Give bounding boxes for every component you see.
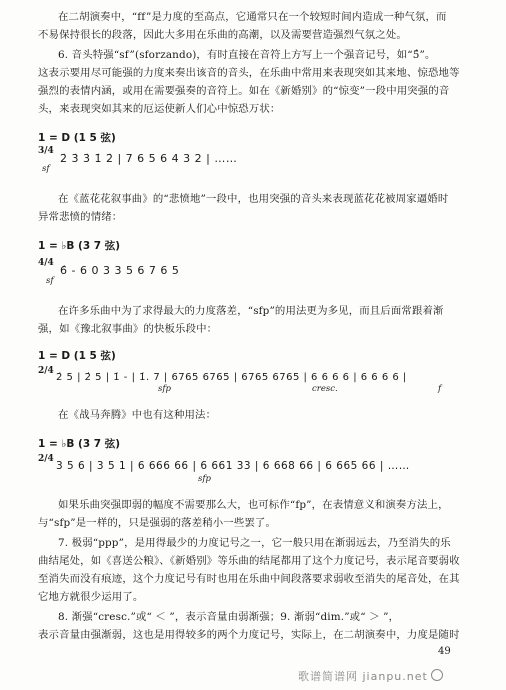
example3-time: 2/4 — [38, 366, 54, 376]
example2-time: 4/4 — [38, 258, 54, 268]
example4-dynamic: sfp — [198, 474, 211, 484]
paragraph-sfp-line2: 强，如《豫北叙事曲》的快板乐段中： — [38, 323, 218, 335]
paragraph-fp-line2: 与“sfp”是一样的，只是强弱的落差稍小一些罢了。 — [38, 517, 277, 529]
example2-score — [38, 260, 478, 286]
example3-score — [38, 368, 478, 394]
paragraph-zhanma: 在《战马奔腾》中也有这种用法： — [58, 409, 217, 421]
paragraph-sf-line3: 强烈的表情内涵，或用在需要强奏的音符上。如在《新婚别》的“惊变”一段中用突强的音 — [38, 85, 450, 97]
paragraph-sf-line1: 6. 音头特强“sf”(sforzando)，有时直接在音符上方写上一个强音记号，如“5̂”。 — [58, 49, 436, 61]
paragraph-ff-line1: 在二胡演奏中，“ff”是力度的至高点，它通常只在一个较短时间内造成一种气氛，而 — [58, 11, 447, 23]
paragraph-cresc-line1: 8. 渐强“cresc.”或“ ＜ ”，表示音量由弱渐强；9. 渐弱“dim.”或“ ＞ ”， — [58, 611, 400, 623]
paragraph-ppp-line4: 它地方就很少运用了。 — [38, 591, 144, 603]
paragraph-sfp-line1: 在许多乐曲中为了求得最大的力度落差，“sfp”的用法更为多见，而且后面常跟着渐 — [58, 305, 444, 317]
paragraph-lanhuahua-line1: 在《蓝花花叙事曲》的“悲愤地”一段中，也用突强的音头来表现蓝花花被周家逼婚时 — [58, 193, 449, 205]
example1-notes: 2̇ 3̇ 3̇ 1̇ 2̇ | 7 6 5 6 4 3 2 | …… — [60, 152, 238, 165]
example1-time: 3/4 — [38, 146, 54, 156]
example2-dynamic: sf — [46, 276, 54, 286]
watermark-logo-icon — [431, 669, 443, 681]
site-watermark — [298, 668, 443, 684]
paragraph-sf-line2: 这表示要用尽可能强的力度来奏出该音的音头，在乐曲中常用来表现突如其来地、惊恐地等 — [38, 67, 460, 79]
paragraph-sf-line4: 头，来表现突如其来的厄运使新人们心中惊恐万状： — [38, 103, 281, 115]
watermark-text: 歌谱简谱网 jianpu.net — [298, 670, 428, 683]
example3-dynamic-cresc: cresc. — [312, 384, 338, 394]
paragraph-ppp-line2: 曲结尾处，如《喜送公粮》、《新婚别》等乐曲的结尾都用了这个力度记号，表示尾音要弱收 — [38, 555, 460, 567]
example4-key: 1 = ♭B (3 7 弦) — [38, 438, 121, 450]
paragraph-fp-line1: 如果乐曲突强即弱的幅度不需要那么大，也可标作“fp”，在表情意义和演奏方法上， — [58, 499, 449, 511]
paragraph-ppp-line1: 7. 极弱“ppp”，是用得最少的力度记号之一，它一般只用在渐弱远去，乃至消失的乐 — [58, 537, 451, 549]
example4-notes: 3 5 6 | 3 5 1 | 6 666 66 | 6 661 33 | 6 668 66 | 6 665 66 | …… — [56, 460, 410, 472]
paragraph-cresc-line2: 表示音量由强渐弱，这也是用得较多的两个力度记号，实际上，在二胡演奏中，力度是随时 — [38, 629, 460, 641]
example3-dynamic-sfp: sfp — [158, 384, 171, 394]
paragraph-ppp-line3: 至消失而没有痕迹，这个力度记号有时也用在乐曲中间段落要求弱收至消失的尾音处，在其 — [38, 573, 460, 585]
example1-dynamic: sf — [42, 164, 50, 174]
example1-key: 1 = D (1 5 弦) — [38, 132, 116, 144]
example2-notes: 6̂ - 6 0 3 3 5 6 7 6 5 — [60, 264, 180, 277]
example2-key: 1 = ♭B (3 7 弦) — [38, 240, 121, 252]
example4-score — [38, 456, 478, 482]
example1-score — [38, 148, 478, 174]
page-number: 49 — [438, 646, 451, 657]
example3-dynamic-f: f — [438, 384, 442, 394]
paragraph-ff-line2: 不易保持很长的段落，因此大多用在乐曲的高潮，以及需要营造强烈气氛之处。 — [38, 29, 407, 41]
paragraph-lanhuahua-line2: 异常悲愤的情绪： — [38, 211, 123, 223]
example3-key: 1 = D (1 5 弦) — [38, 350, 116, 362]
example4-time: 2/4 — [38, 454, 54, 464]
example3-notes: 2̇ 5 | 2̇ 5 | 1̇ - | 1̇. 7 | 6765 6765 | 6765 6765 | 6 6 6 6 | 6 6 6 6 | — [56, 372, 407, 383]
